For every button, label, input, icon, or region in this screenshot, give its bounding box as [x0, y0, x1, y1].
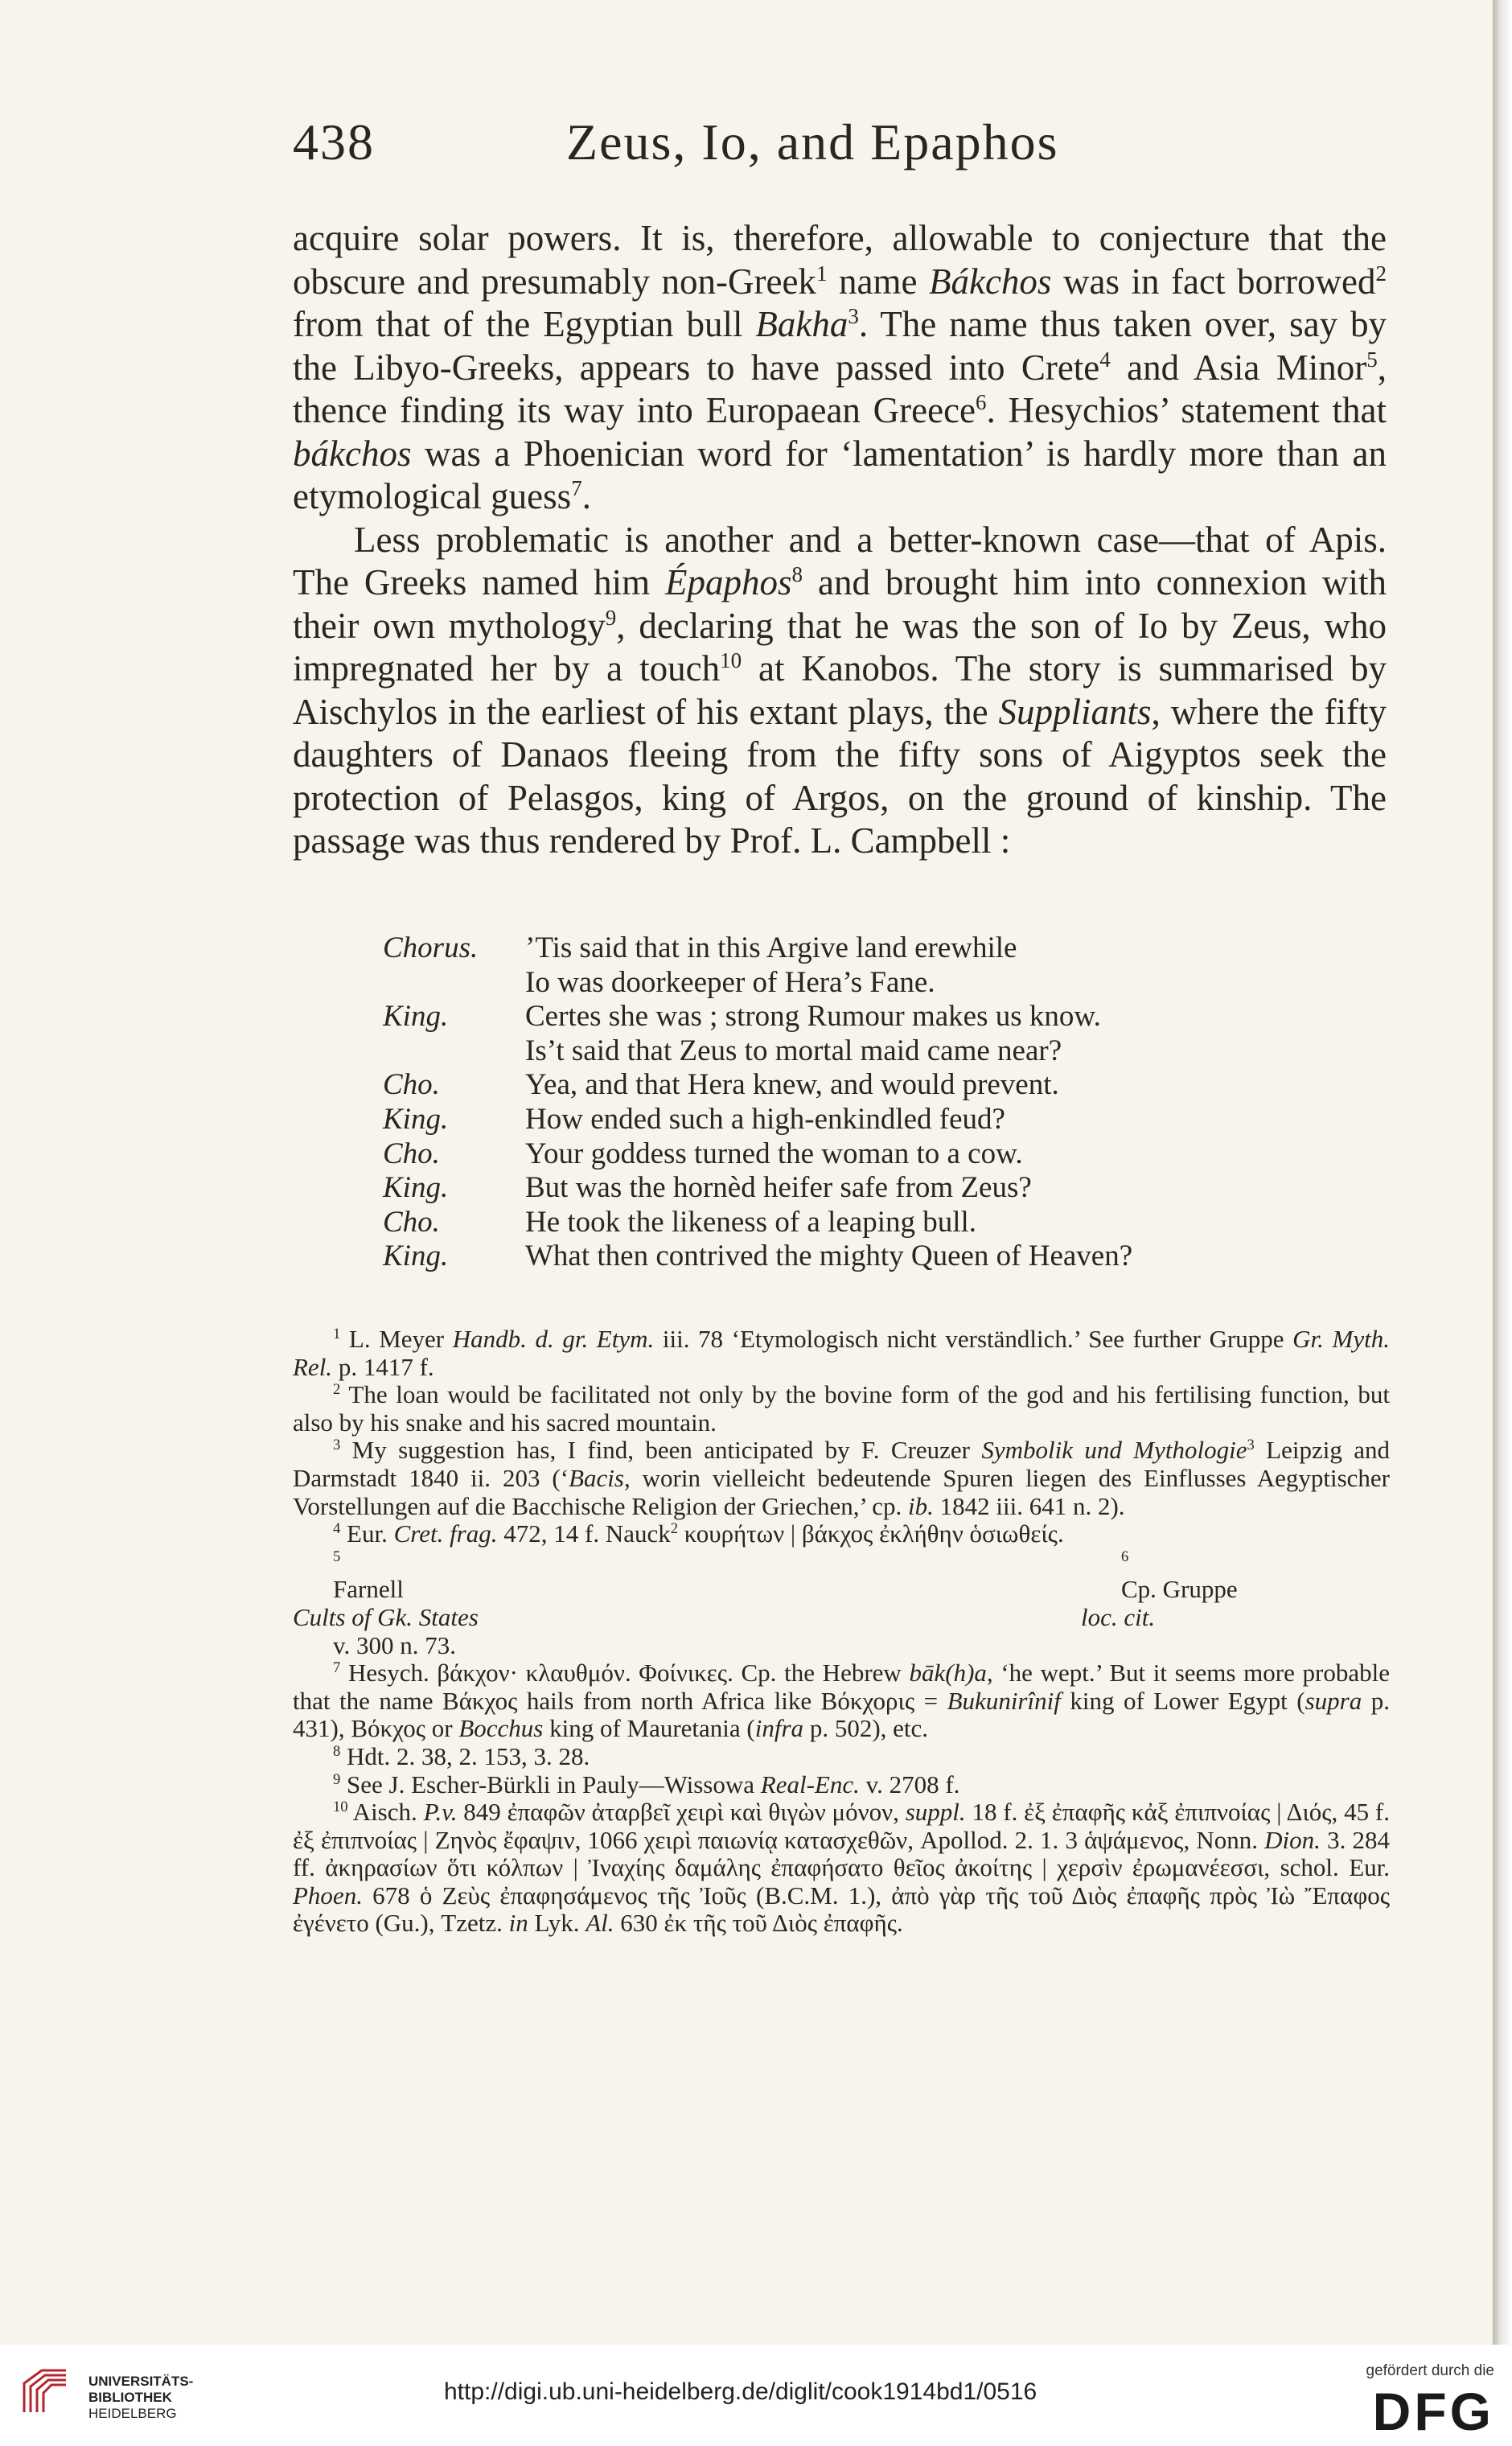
- footnote-marker: 3: [1247, 1437, 1255, 1454]
- library-line-2: BIBLIOTHEK: [88, 2390, 172, 2405]
- footnote-marker: 2: [333, 1381, 341, 1399]
- verse-line: [383, 1239, 1388, 1274]
- footnote-marker: 9: [333, 1770, 341, 1788]
- text-run: p. 502), etc.: [803, 1714, 929, 1743]
- italic-text: bāk(h)a: [909, 1659, 987, 1688]
- library-line-3: HEIDELBERG: [88, 2406, 177, 2421]
- text-run: Hesych. βάκχον· κλαυθμόν. Φοίνικες. Cp. the Hebrew: [340, 1659, 910, 1688]
- text-run: 1842 iii. 641 n. 2).: [933, 1491, 1125, 1520]
- italic-text: P.v.: [423, 1798, 458, 1827]
- text-run: , thence finding its way into Europaean Greece: [293, 347, 1387, 430]
- italic-text: in: [508, 1909, 528, 1938]
- italic-text: Real-Enc.: [760, 1770, 860, 1799]
- footnote-marker: 2: [1375, 261, 1387, 286]
- dfg-logo: DFG: [1372, 2382, 1494, 2441]
- text-run: , declaring that he was the son of Io by Zeus, who impregnated her by a touch: [293, 605, 1387, 689]
- italic-text: Cret. frag.: [393, 1519, 498, 1548]
- footnote-marker: 10: [333, 1798, 348, 1815]
- text-run: king of Lower Egypt (: [1060, 1686, 1305, 1715]
- italic-text: Phoen.: [293, 1881, 363, 1910]
- text-run: Farnell: [333, 1575, 404, 1604]
- footnote: [293, 1437, 1390, 1520]
- text-run: was in fact borrowed: [1051, 261, 1376, 302]
- speaker-label: Chorus.: [383, 931, 479, 964]
- italic-text: Gr. Myth. Rel.: [293, 1325, 1390, 1381]
- page-header: [293, 113, 1387, 185]
- university-library-name: [88, 2374, 193, 2422]
- footnote-marker: 8: [333, 1742, 341, 1760]
- text-run: at Kanobos. The story is summarised by Aischylos in the earliest of his extant plays, the: [293, 648, 1387, 732]
- italic-text: Dion.: [1264, 1825, 1321, 1854]
- italic-text: Bukunirînif: [947, 1686, 1061, 1715]
- speech-line: How ended such a high-enkindled feud?: [525, 1102, 1005, 1136]
- text-run: , where the fifty daughters of Danaos fleeing from the fifty sons of Aigyptos seek the protection of Pelasgos, king of Argos, on the ground of kinship. The passage was thus rendered by Prof. L. Campbell :: [293, 691, 1387, 861]
- text-run: iii. 78 ‘Etymologisch nicht verständlich.’ See further Gruppe: [654, 1325, 1293, 1353]
- footnote-marker: 9: [605, 605, 617, 630]
- text-run: Lyk.: [528, 1909, 586, 1938]
- speaker-label: King.: [383, 1171, 449, 1205]
- speaker-label: Cho.: [383, 1137, 440, 1170]
- italic-text: Suppliants: [998, 691, 1152, 732]
- text-run: See J. Escher-Bürkli in Pauly—Wissowa: [340, 1770, 761, 1799]
- text-run: Aisch.: [347, 1798, 424, 1827]
- verse-line: [383, 1206, 1388, 1240]
- footnote: [293, 1771, 1390, 1799]
- italic-text: Épaphos: [665, 562, 792, 602]
- text-run: .: [581, 476, 591, 516]
- verse-dialogue: [383, 931, 1388, 1274]
- text-run: name: [827, 261, 929, 302]
- text-run: 630 ἐκ τῆς τοῦ Διὸς ἐπαφῆς.: [614, 1909, 903, 1938]
- university-library-logo-icon: [19, 2366, 71, 2417]
- italic-text: Bocchus: [458, 1714, 544, 1743]
- italic-text: infra: [754, 1714, 804, 1743]
- speaker-label: King.: [383, 1000, 449, 1034]
- permalink-url[interactable]: http://digi.ub.uni-heidelberg.de/diglit/cook1914bd1/0516: [444, 2378, 1037, 2405]
- italic-text: Bacis: [569, 1463, 624, 1492]
- italic-text: Bákchos: [928, 261, 1052, 302]
- italic-text: bákchos: [293, 433, 412, 474]
- speech-line: Certes she was ; strong Rumour makes us know.: [525, 1000, 1101, 1034]
- verse-line: [383, 1034, 1388, 1069]
- speech-line: He took the likeness of a leaping bull.: [525, 1205, 977, 1239]
- footnote-marker: 4: [1099, 347, 1111, 372]
- page-number: 438: [293, 113, 375, 171]
- text-run: Hdt. 2. 38, 2. 153, 3. 28.: [340, 1741, 590, 1770]
- speech-line: Is’t said that Zeus to mortal maid came near?: [525, 1034, 1062, 1067]
- speech-line: Io was doorkeeper of Hera’s Fane.: [525, 965, 935, 999]
- speaker-label: Cho.: [383, 1068, 440, 1102]
- footnote: [293, 1743, 1390, 1771]
- text-run: p. 1417 f.: [332, 1352, 434, 1381]
- paragraph-1: [293, 217, 1387, 519]
- footnote-marker: 4: [333, 1520, 341, 1537]
- text-run: κουρήτων | βάκχος ἐκλήθην ὁσιωθείς.: [678, 1519, 1064, 1548]
- verse-line: [383, 1103, 1388, 1137]
- text-run: and brought him into connexion with their own mythology: [293, 562, 1387, 646]
- text-run: Cp. Gruppe: [1121, 1575, 1238, 1604]
- footnotes: [293, 1326, 1390, 1938]
- footnote: [293, 1520, 1390, 1548]
- footnote-marker: 5: [333, 1548, 341, 1565]
- footnote-marker: 1: [333, 1325, 341, 1342]
- text-run: and Asia Minor: [1110, 347, 1367, 388]
- speech-line: Your goddess turned the woman to a cow.: [525, 1137, 1023, 1170]
- text-run: acquire solar powers. It is, therefore, allowable to conjecture that the obscure and presumably non-Greek: [293, 218, 1387, 302]
- footer-bar: [0, 2345, 1512, 2446]
- speaker-label: King.: [383, 1102, 449, 1136]
- footnote-marker: 7: [333, 1659, 341, 1676]
- speech-line: What then contrived the mighty Queen of Heaven?: [525, 1239, 1133, 1273]
- text-run: L. Meyer: [340, 1325, 453, 1353]
- footnote-marker: 1: [816, 261, 828, 286]
- paragraph-2: [293, 519, 1387, 863]
- text-run: . Hesychios’ statement that: [986, 390, 1387, 430]
- italic-text: ib.: [907, 1491, 934, 1520]
- speech-line: Yea, and that Hera knew, and would prevent.: [525, 1068, 1059, 1102]
- italic-text: suppl.: [905, 1798, 966, 1827]
- footnote-marker: 6: [976, 389, 987, 414]
- main-text: [293, 217, 1387, 863]
- verse-line: [383, 1068, 1388, 1103]
- library-line-1: UNIVERSITÄTS-: [88, 2374, 194, 2389]
- text-run: king of Mauretania (: [543, 1714, 755, 1743]
- italic-text: supra: [1305, 1686, 1362, 1715]
- footnote-marker: 7: [571, 475, 582, 500]
- text-run: Leipzig and Darmstadt 1840 ii. 203 (‘: [293, 1436, 1390, 1492]
- text-run: , worin vielleicht bedeutende Spuren liegen des Einflusses Aegyptischer Vorstellungen auf die Bacchische Religion der Griechen,’ cp.: [293, 1463, 1390, 1520]
- text-run: 849 ἐπαφῶν ἀταρβεῖ χειρὶ καὶ θιγὼν μόνον,: [457, 1798, 906, 1827]
- italic-text: Cults of Gk. States: [293, 1602, 479, 1631]
- text-run: 678 ὁ Ζεὺς ἐπαφησάμενος τῆς Ἰοῦς (B.C.M. 1.), ἀπὸ γὰρ τῆς τοῦ Διὸς ἐπαφῆς πρὸς Ἰὼ Ἔπαφος ἐγένετο (Gu.), Tzetz.: [293, 1881, 1390, 1938]
- italic-text: Handb. d. gr. Etym.: [452, 1325, 655, 1353]
- footnote-marker: 10: [720, 647, 742, 672]
- text-run: Eur.: [340, 1519, 394, 1548]
- text-run: 3. 284 ff. ἀκηρασίων ὅτι κόλπων | Ἰναχίης δαμάλης ἐπαφήσατο θεῖος ἀκοίτης | χερσὶν ἐρωμανέεσσι, schol. Eur.: [293, 1825, 1390, 1882]
- running-title: Zeus, Io, and Epaphos: [566, 113, 1059, 171]
- speaker-label: [383, 966, 525, 1001]
- verse-line: [383, 1000, 1388, 1034]
- text-run: My suggestion has, I find, been anticipated by F. Creuzer: [340, 1436, 982, 1465]
- italic-text: loc. cit.: [1081, 1602, 1156, 1631]
- speech-line: ’Tis said that in this Argive land erewhile: [525, 931, 1017, 964]
- footnote-marker: 3: [333, 1437, 341, 1454]
- footnote-marker: 6: [1121, 1548, 1129, 1565]
- text-run: . The name thus taken over, say by the Libyo-Greeks, appears to have passed into Crete: [293, 304, 1387, 388]
- text-run: Less problematic is another and a better-known case—that of Apis. The Greeks named him: [293, 519, 1387, 602]
- footnote: [293, 1326, 1390, 1381]
- footnote-6: [1081, 1548, 1238, 1659]
- italic-text: Al.: [585, 1909, 614, 1938]
- italic-text: Bakha: [755, 304, 848, 344]
- verse-line: [383, 931, 1388, 966]
- footnote: [293, 1659, 1390, 1743]
- speaker-label: King.: [383, 1239, 449, 1273]
- speech-line: But was the hornèd heifer safe from Zeus?: [525, 1171, 1032, 1205]
- verse-line: [383, 1137, 1388, 1172]
- footnote: [293, 1799, 1390, 1938]
- footnote-marker: 3: [848, 303, 859, 328]
- speaker-label: [383, 1034, 525, 1069]
- footnote-marker: 8: [791, 561, 803, 586]
- italic-text: Symbolik und Mythologie: [981, 1436, 1247, 1465]
- text-run: v. 2708 f.: [859, 1770, 960, 1799]
- footnote: [293, 1381, 1390, 1437]
- footnote-marker: 2: [670, 1520, 679, 1537]
- footnote-pair: [293, 1548, 1390, 1659]
- speaker-label: Cho.: [383, 1205, 440, 1239]
- verse-line: [383, 1171, 1388, 1206]
- text-run: v. 300 n. 73.: [333, 1630, 456, 1659]
- text-run: , ‘he wept.’ But it seems more probable that the name Βάκχος hails from north Africa like Βόκχορις =: [293, 1659, 1390, 1715]
- text-run: The loan would be facilitated not only by the bovine form of the god and his fertilising function, but also by his snake and his sacred mountain.: [293, 1380, 1390, 1437]
- text-run: from that of the Egyptian bull: [293, 304, 756, 344]
- footnote-marker: 5: [1366, 347, 1378, 372]
- text-run: p. 431), Βόκχος or: [293, 1686, 1391, 1743]
- text-run: 18 f. ἐξ ἐπαφῆς κἀξ ἐπιπνοίας | Διός, 45 f. ἐξ ἐπιπνοίας | Ζηνὸς ἔφαψιν, 1066 χειρὶ παιωνίᾳ κατασχεθῶν, Apollod. 2. 1. 3 ἁψάμενος, Nonn.: [293, 1798, 1390, 1854]
- footnote-5: [293, 1548, 1081, 1659]
- page-edge-shadow: [1493, 0, 1512, 2345]
- text-run: was a Phoenician word for ‘lamentation’ is hardly more than an etymological guess: [293, 433, 1387, 516]
- verse-line: [383, 966, 1388, 1001]
- sponsor-caption: gefördert durch die: [1366, 2362, 1494, 2379]
- text-run: 472, 14 f. Nauck: [497, 1519, 671, 1548]
